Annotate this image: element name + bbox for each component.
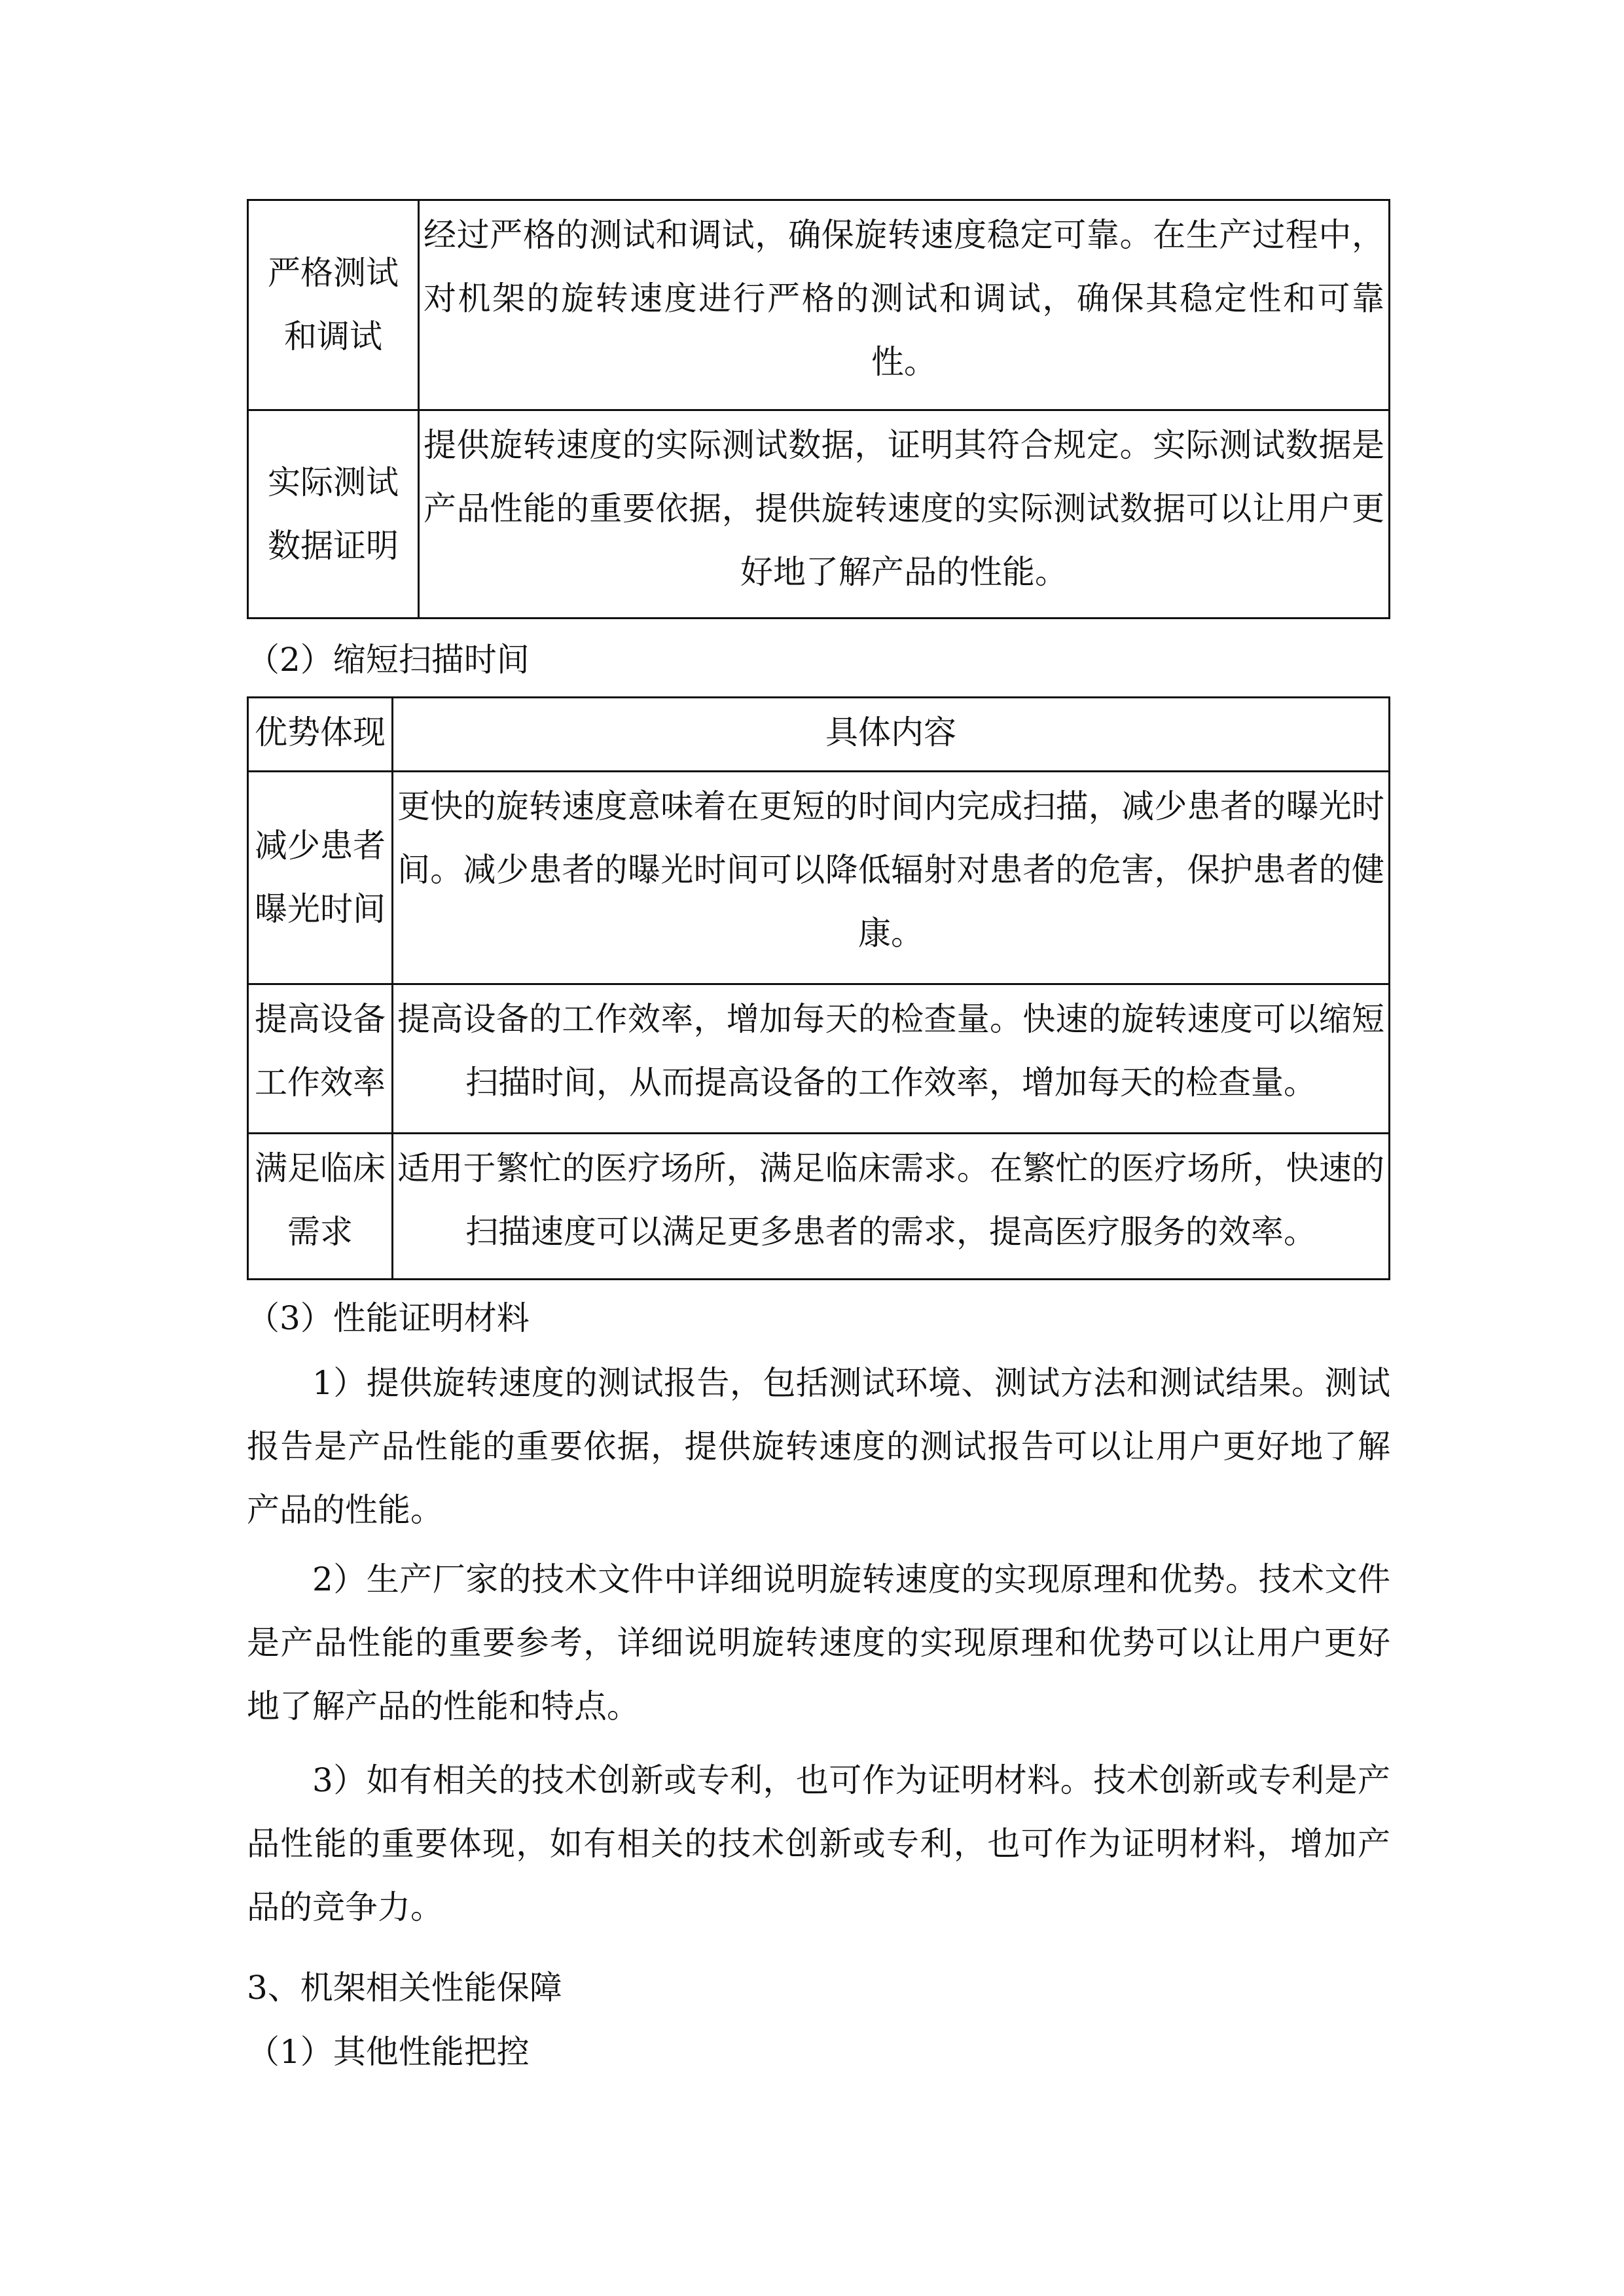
header-content: 具体内容 [393,698,1390,772]
row-content: 适用于繁忙的医疗场所，满足临床需求。在繁忙的医疗场所，快速的扫描速度可以满足更多患者的需求，提高医疗服务的效率。 [393,1134,1390,1280]
paragraph: 1）提供旋转速度的测试报告，包括测试环境、测试方法和测试结果。测试报告是产品性能的重要依据，提供旋转速度的测试报告可以让用户更好地了解产品的性能。 [247,1364,1390,1529]
table-shorten-scan-time [247,696,1390,1280]
paragraph: 2）生产厂家的技术文件中详细说明旋转速度的实现原理和优势。技术文件是产品性能的重要参考，详细说明旋转速度的实现原理和优势可以让用户更好地了解产品的性能和特点。 [247,1560,1390,1725]
section-heading-proof-materials: （3）性能证明材料 [247,1299,530,1337]
row-content: 提供旋转速度的实际测试数据，证明其符合规定。实际测试数据是产品性能的重要依据，提供旋转速度的实际测试数据可以让用户更好地了解产品的性能。 [419,410,1390,619]
header-advantage: 优势体现 [248,698,393,772]
row-content: 提高设备的工作效率，增加每天的检查量。快速的旋转速度可以缩短扫描时间，从而提高设备的工作效率，增加每天的检查量。 [393,984,1390,1134]
row-label: 提高设备工作效率 [248,984,393,1134]
table-header-row [248,698,1390,772]
table-row [248,200,1390,410]
row-content: 更快的旋转速度意味着在更短的时间内完成扫描，减少患者的曝光时间。减少患者的曝光时间可以降低辐射对患者的危害，保护患者的健康。 [393,772,1390,984]
subsection-heading-other-performance: （1）其他性能把控 [247,2033,530,2071]
table-row [248,1134,1390,1280]
row-label: 严格测试和调试 [248,200,419,410]
row-content: 经过严格的测试和调试，确保旋转速度稳定可靠。在生产过程中，对机架的旋转速度进行严格的测试和调试，确保其稳定性和可靠性。 [419,200,1390,410]
table-row [248,772,1390,984]
paragraph: 3）如有相关的技术创新或专利，也可作为证明材料。技术创新或专利是产品性能的重要体现，如有相关的技术创新或专利，也可作为证明材料，增加产品的竞争力。 [247,1761,1390,1926]
table-row [248,984,1390,1134]
row-label: 实际测试数据证明 [248,410,419,619]
row-label: 满足临床需求 [248,1134,393,1280]
table-row [248,410,1390,619]
table-rigorous-testing [247,199,1390,619]
section-heading-shorten-scan-time: （2）缩短扫描时间 [247,641,530,679]
section-heading-gantry-performance: 3、机架相关性能保障 [247,1969,562,2007]
row-label: 减少患者曝光时间 [248,772,393,984]
